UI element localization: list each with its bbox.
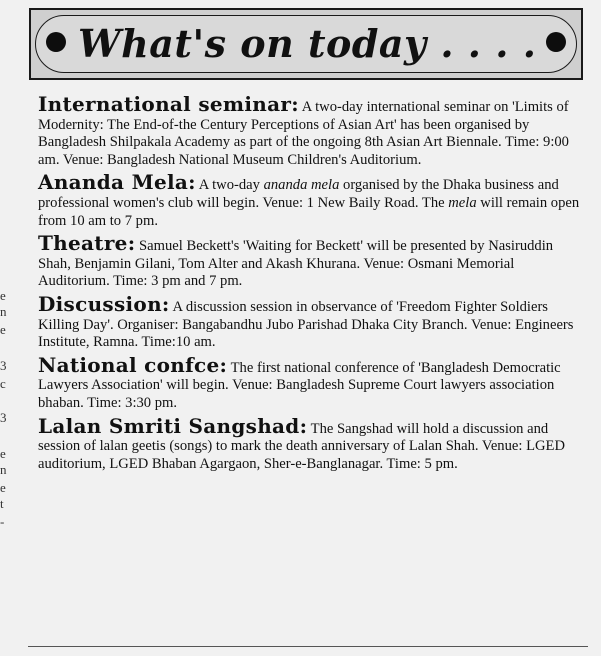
- margin-fragment: -: [0, 514, 5, 529]
- listing-text: will remain open from 10 am to 7 pm.: [38, 194, 580, 229]
- listing-entry: [38, 291, 584, 352]
- margin-fragment: e: [0, 322, 6, 337]
- bullet-dot-icon: [546, 32, 566, 52]
- margin-fragment: e: [0, 446, 6, 461]
- margin-fragment: 3: [0, 358, 7, 373]
- listing-text: A two-day international seminar on 'Limits of Modernity: The End-of-the Century Perceptions of Asian Art' has been organised by Bangladesh Shilpakala Academy as part of the ongoing 8th Asian Art Biennale. Time: 9:00 am. Venue: Bangladesh National Museum Children's Auditorium.: [38, 99, 569, 168]
- listing-entry: [38, 231, 584, 291]
- listing-entry: [38, 92, 584, 169]
- listing-text: A two-day: [195, 177, 264, 194]
- listing-text: Samuel Beckett's 'Waiting for Beckett' will be presented by Nasiruddin Shah, Benjamin Gilani, Tom Alter and Akash Khurana. Venue: Osmani Memorial Auditorium. Time: 3 pm and 7 pm.: [38, 238, 554, 290]
- listing-heading: National confce:: [38, 352, 228, 377]
- page-title: What's on today . . . .: [78, 21, 537, 66]
- listing-heading: Discussion:: [38, 291, 170, 316]
- listing-text-italic: mela: [448, 194, 477, 211]
- bullet-dot-icon: [46, 32, 66, 52]
- margin-fragment: n: [0, 304, 7, 319]
- listing-heading: Theatre:: [38, 231, 136, 256]
- listing-text-italic: ananda mela: [263, 177, 340, 194]
- margin-fragment: e: [0, 480, 6, 495]
- listing-heading: Ananda Mela:: [38, 170, 196, 195]
- listing-entry: [38, 413, 584, 474]
- listing-text: A discussion session in observance of 'Freedom Fighter Soldiers Killing Day'. Organiser: Bangabandhu Jubo Parishad Dhaka City Branch. Venue: Engineers Institute, Ramna. Time:10 am.: [38, 298, 574, 351]
- listing-heading: International seminar:: [38, 92, 299, 116]
- listing-text: The Sangshad will hold a discussion and session of lalan geetis (songs) to mark the death anniversary of Lalan Shah. Venue: LGED auditorium, LGED Bhaban Agargaon, Sher-e-Banglanagar. Time: 5 pm.: [38, 420, 565, 472]
- listing-text: organised by the Dhaka business and professional women's club will begin. Venue: 1 New Baily Road. The: [38, 177, 559, 211]
- header-banner: [35, 15, 577, 73]
- margin-fragment: t: [0, 496, 4, 511]
- header-box: [29, 8, 583, 80]
- listing-text: The first national conference of 'Bangladesh Democratic Lawyers Association' will begin. Venue: Bangladesh Supreme Court lawyers association bhaban. Time: 3:30 pm.: [38, 359, 561, 411]
- bottom-rule: [28, 646, 588, 647]
- listings: [38, 92, 584, 478]
- margin-fragment: c: [0, 376, 6, 391]
- listing-entry: [38, 352, 584, 413]
- margin-fragment: e: [0, 288, 6, 303]
- margin-fragment: 3: [0, 410, 7, 425]
- margin-fragment: n: [0, 462, 7, 477]
- listing-entry: [38, 170, 584, 230]
- listing-heading: Lalan Smriti Sangshad:: [38, 413, 308, 438]
